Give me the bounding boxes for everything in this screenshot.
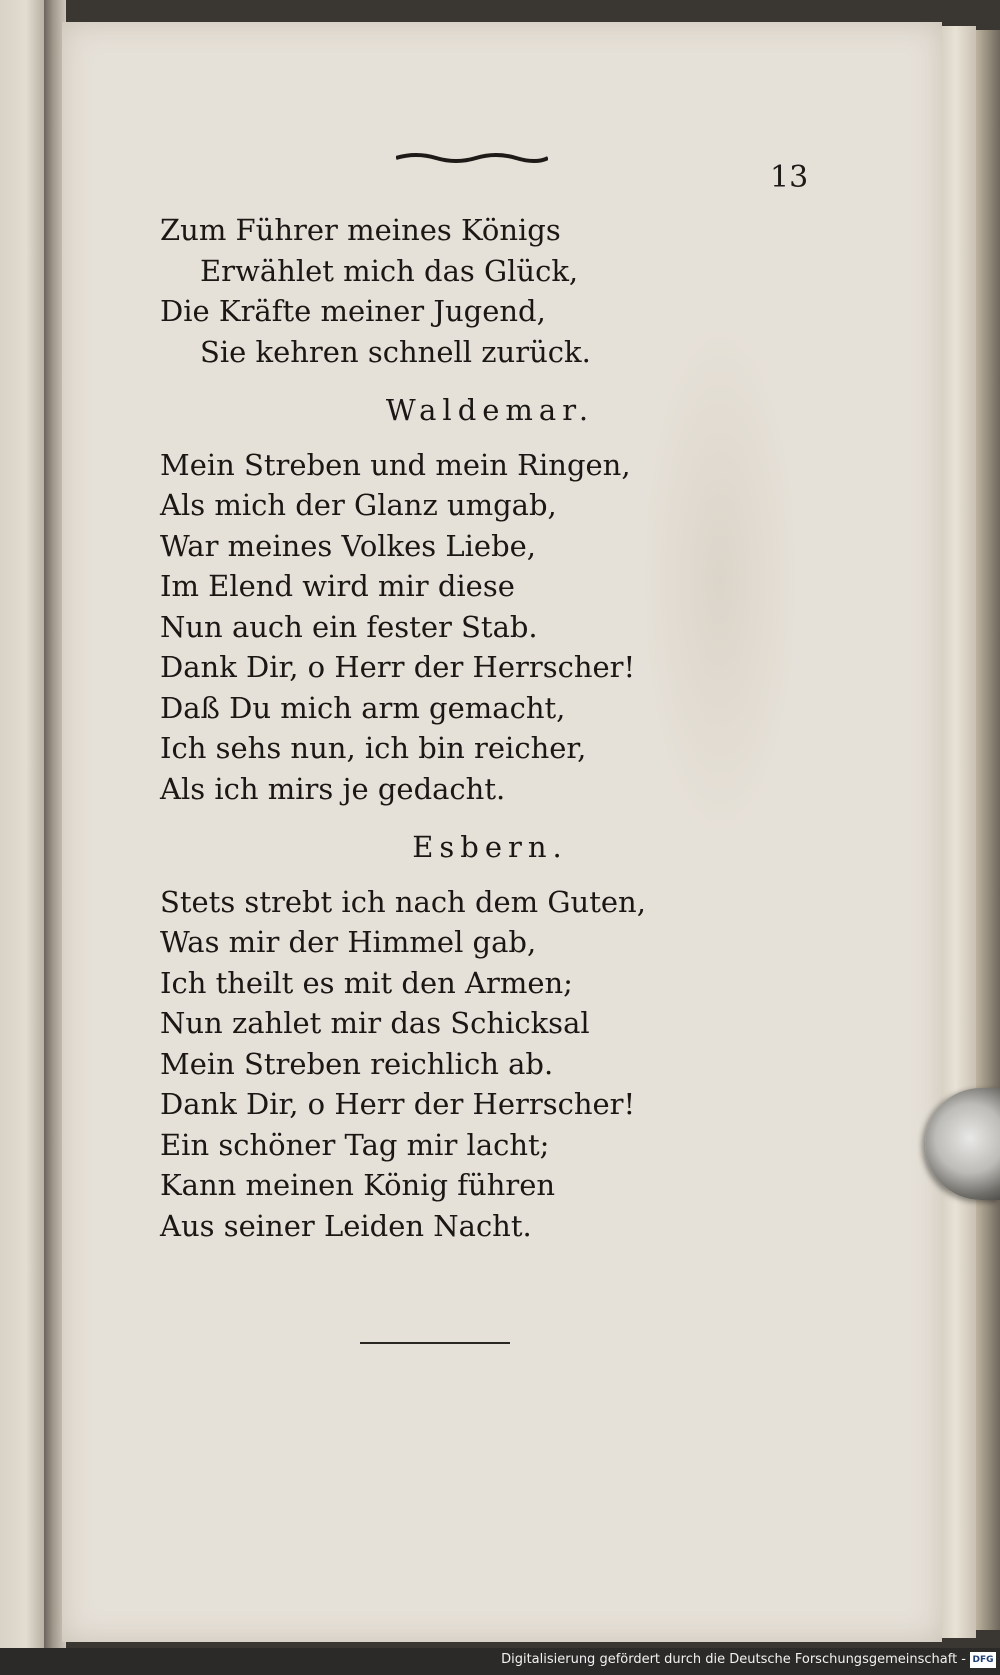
footer-bar [0, 1648, 1000, 1675]
stanza-1 [160, 210, 700, 372]
verse-line: Was mir der Himmel gab, [160, 925, 537, 959]
dfg-logo: DFG [970, 1652, 996, 1668]
verse-line: Dank Dir, o Herr der Herrscher! [160, 1087, 636, 1121]
verse-line: Ein schöner Tag mir lacht; [160, 1127, 550, 1162]
adjacent-page-strip [0, 0, 44, 1675]
verse-line: Erwählet mich das Glück, [200, 253, 579, 288]
verse-line: Als ich mirs je gedacht. [160, 771, 506, 806]
verse-line: Ich sehs nun, ich bin reicher, [160, 731, 587, 765]
closing-rule [360, 1342, 510, 1344]
verse-line: Mein Streben und mein Ringen, [160, 447, 631, 482]
verse-line: War meines Volkes Liebe, [160, 528, 537, 563]
verse-line: Nun zahlet mir das Schicksal [160, 1006, 590, 1040]
header-ornament [396, 152, 548, 164]
verse-line: Stets strebt ich nach dem Guten, [160, 884, 646, 919]
stanza-3 [160, 882, 700, 1247]
speaker-heading-waldemar: Waldemar. [385, 393, 595, 427]
verse-line: Mein Streben reichlich ab. [160, 1046, 554, 1081]
verse-line: Aus seiner Leiden Nacht. [160, 1208, 532, 1243]
verse-line: Kann meinen König führen [160, 1168, 556, 1202]
verse-line: Dank Dir, o Herr der Herrscher! [160, 650, 636, 684]
stanza-2 [160, 445, 700, 810]
speaker-heading-esbern: Esbern. [412, 830, 568, 864]
page-edge [942, 26, 976, 1638]
verse-line: Nun auch ein fester Stab. [160, 609, 538, 644]
verse-line: Die Kräfte meiner Jugend, [160, 294, 546, 328]
verse-line: Sie kehren schnell zurück. [200, 334, 591, 369]
verse-line: Im Elend wird mir diese [160, 569, 515, 603]
funding-notice: Digitalisierung gefördert durch die Deutsche Forschungsgemeinschaft - [501, 1652, 966, 1667]
book-edge-shadow [976, 30, 1000, 1630]
page-number: 13 [770, 160, 809, 195]
poem-text [160, 210, 700, 1246]
verse-line: Als mich der Glanz umgab, [160, 488, 557, 522]
verse-line: Ich theilt es mit den Armen; [160, 965, 573, 1000]
verse-line: Zum Führer meines Königs [160, 213, 561, 247]
verse-line: Daß Du mich arm gemacht, [160, 690, 566, 725]
